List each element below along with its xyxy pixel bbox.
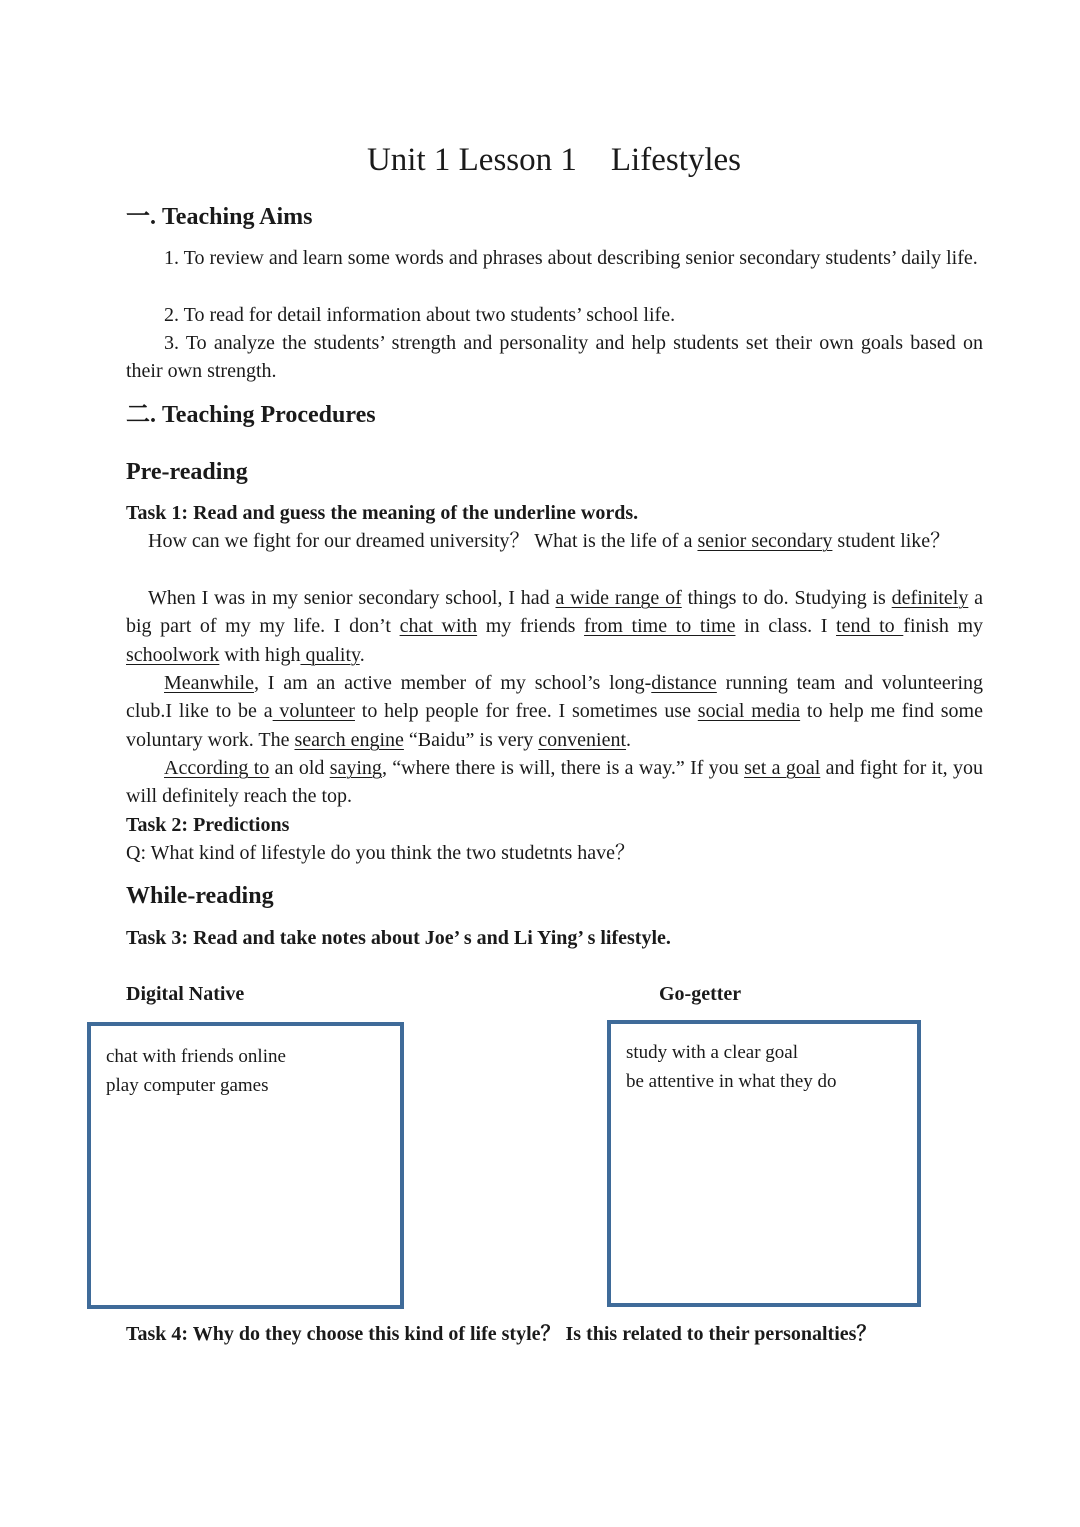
task3-title: Task 3: Read and take notes about Joe’ s and Li Ying’ s lifestyle. — [126, 927, 671, 949]
aim-1: 1. To review and learn some words and phrases about describing senior secondary students’ daily life. — [164, 247, 978, 269]
task2-title: Task 2: Predictions — [126, 814, 290, 836]
task1-paragraph-4: According to an old saying, “where there is will, there is a way.” If you set a goal and fight for it, you will definitely reach the top. — [126, 757, 983, 808]
teaching-procedures-heading: 二. Teaching Procedures — [126, 402, 376, 428]
underlined-phrase: senior secondary — [697, 530, 833, 552]
underlined-phrase: social media — [697, 700, 801, 723]
aim-3: 3. To analyze the students’ strength and personality and help students set their own goals based on their own strength. — [126, 332, 983, 383]
aim-2: 2. To read for detail information about two students’ school life. — [164, 304, 676, 326]
digital-native-label: Digital Native — [126, 983, 245, 1005]
note-item: chat with friends online — [106, 1046, 286, 1067]
underlined-phrase: search engine — [294, 728, 404, 751]
title-topic: Lifestyles — [610, 142, 742, 178]
task1-paragraph-1: How can we fight for our dreamed university？ What is the life of a senior secondary student like？ — [148, 530, 951, 552]
task1-paragraph-2: When I was in my senior secondary school, I had a wide range of things to do. Studying is definitely a big part of my my life. I don’t chat with my friends from time to time in class. I tend to finish my schoolwork with high quality. — [126, 587, 984, 666]
underlined-phrase: volunteer — [272, 700, 355, 723]
underlined-phrase: a wide range of — [555, 587, 682, 609]
task2-question: Q: What kind of lifestyle do you think the two studetnts have？ — [126, 842, 636, 864]
task4-title: Task 4: Why do they choose this kind of life style？ Is this related to their personalties？ — [126, 1323, 877, 1345]
underlined-phrase: chat with — [399, 615, 478, 638]
underlined-phrase: distance — [651, 672, 717, 694]
underlined-phrase: saying — [329, 757, 382, 779]
page-title — [0, 138, 1080, 182]
underlined-phrase: According to — [164, 757, 270, 779]
go-getter-notes-box — [607, 1020, 921, 1307]
go-getter-label: Go-getter — [659, 983, 742, 1005]
underlined-phrase: convenient — [538, 728, 627, 751]
while-reading-heading: While-reading — [126, 883, 274, 909]
note-item: be attentive in what they do — [626, 1071, 837, 1092]
note-item: study with a clear goal — [626, 1042, 799, 1063]
underlined-phrase: set a goal — [744, 757, 821, 779]
underlined-phrase: tend to — [836, 615, 904, 638]
underlined-phrase: schoolwork — [126, 643, 220, 666]
task1-paragraph-3: Meanwhile, I am an active member of my school’s long-distance running team and volunteering club.I like to be a volunteer to help people for free. I sometimes use social media to help me find some voluntary work. The search engine “Baidu” is very convenient. — [126, 672, 983, 751]
underlined-phrase: quality — [300, 643, 360, 666]
title-unit: Unit 1 Lesson 1 — [366, 142, 577, 178]
underlined-phrase: from time to time — [584, 615, 736, 638]
underlined-phrase: definitely — [891, 587, 969, 609]
underlined-phrase: Meanwhile — [164, 672, 254, 694]
teaching-aims-heading: 一. Teaching Aims — [126, 204, 313, 230]
task1-title: Task 1: Read and guess the meaning of the underline words. — [126, 502, 639, 524]
digital-native-notes-box — [87, 1022, 404, 1309]
note-item: play computer games — [106, 1075, 269, 1096]
pre-reading-heading: Pre-reading — [126, 459, 248, 485]
